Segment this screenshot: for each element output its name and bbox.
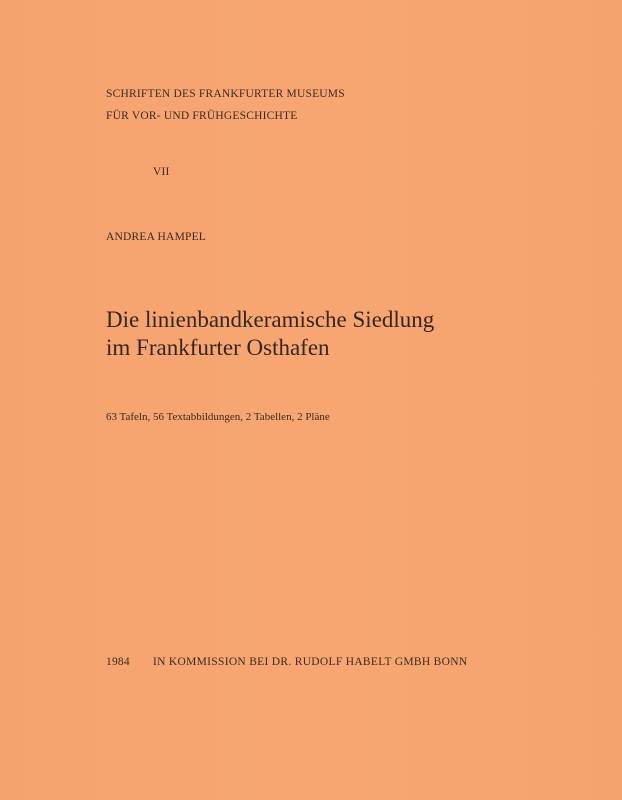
author-name: ANDREA HAMPEL	[106, 231, 207, 243]
series-subtitle: FÜR VOR- UND FRÜHGESCHICHTE	[106, 110, 298, 122]
book-title-line-2: im Frankfurter Osthafen	[106, 335, 330, 360]
publication-year: 1984	[106, 656, 130, 668]
volume-number: VII	[153, 166, 170, 178]
contents-summary: 63 Tafeln, 56 Textabbildungen, 2 Tabellen, 2 Pläne	[106, 411, 330, 423]
series-name: SCHRIFTEN DES FRANKFURTER MUSEUMS	[106, 88, 345, 100]
book-title-line-1: Die linienbandkeramische Siedlung	[106, 307, 435, 332]
publisher: IN KOMMISSION BEI DR. RUDOLF HABELT GMBH BONN	[153, 656, 468, 668]
